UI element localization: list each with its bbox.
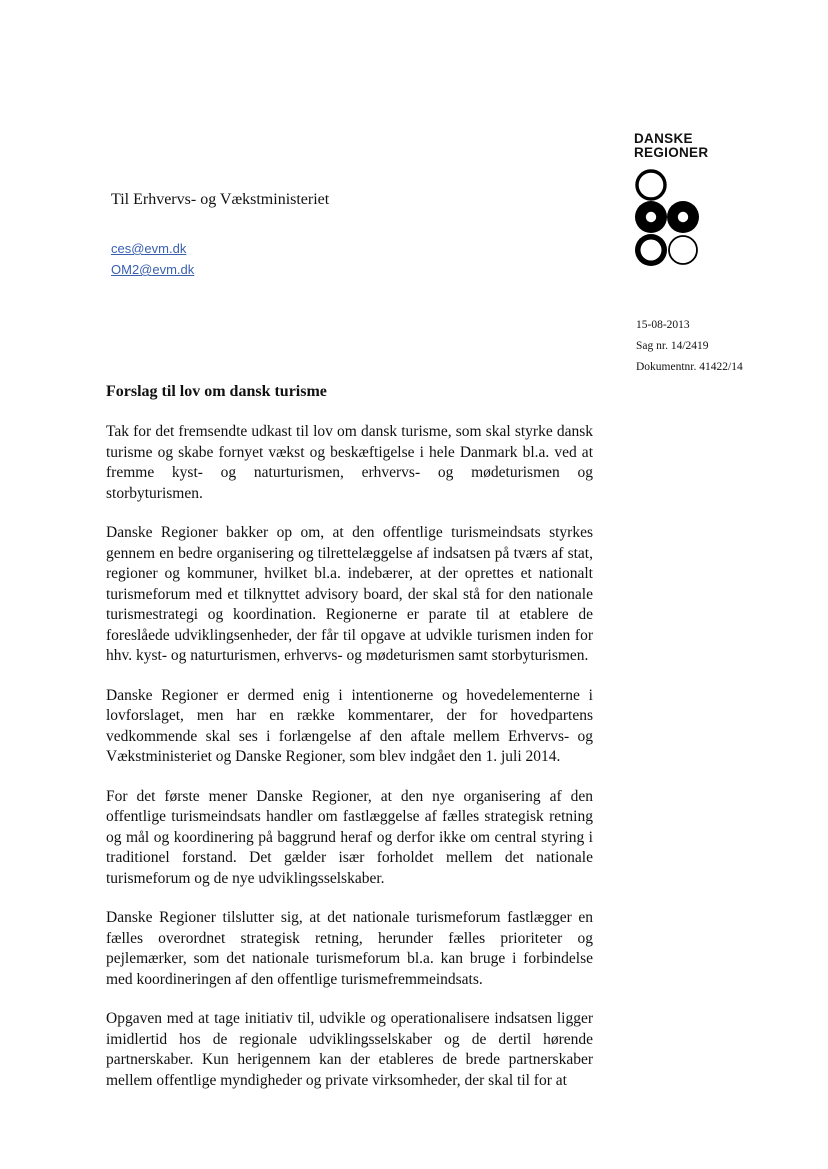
body-paragraph: Danske Regioner er dermed enig i intentionerne og hovedelementerne i lovforslaget, men har en række kommentarer, der for hovedpartens vedkommende skal ses i forlængelse af den aftale mellem Erhvervs- og Vækstministeriet og Danske Regioner, som blev indgået den 1. juli 2014. (106, 686, 593, 765)
body-paragraph: Opgaven med at tage initiativ til, udvikle og operationalisere indsatsen ligger imidlertid hos de regionale udviklingsselskaber og de dertil hørende partnerskaber. Kun herigennem kan der etableres de brede partnerskaber mellem offentlige myndigheder og private virksomheder, der skal til for at (106, 1010, 593, 1089)
document-number: Dokumentnr. 41422/14 (636, 361, 743, 373)
body-paragraph: Danske Regioner bakker op om, at den offentlige turismeindsats styrkes gennem en bedre organisering og tilrettelæggelse af indsatsen på tværs af stat, regioner og kommuner, hvilket bl.a. indebærer, at der oprettes et nationalt turismeforum med et tilknyttet advisory board, der skal stå for den nationale turismestrategi og koordination. Regionerne er parate til at etablere de foreslåede udviklingsenheder, der får til opgave at udvikle turismen inden for hhv. kyst- og naturturismen, erhvervs- og mødeturismen samt storbyturismen. (106, 524, 593, 664)
logo-wordmark-line2: REGIONER (634, 145, 709, 160)
letter-subject: Forslag til lov om dansk turisme (106, 383, 327, 400)
body-paragraph: Tak for det fremsendte udkast til lov om dansk turisme, som skal styrke dansk turisme og skabe fornyet vækst og beskæftigelse i hele Danmark bl.a. ved at fremme kyst- og naturturismen, erhvervs- og mødeturismen og storbyturismen. (106, 423, 593, 502)
logo-circles-icon (634, 168, 706, 270)
case-number: Sag nr. 14/2419 (636, 340, 709, 352)
body-paragraph: For det første mener Danske Regioner, at den nye organisering af den offentlige turismeindsats handler om fastlæggelse af fælles strategisk retning og mål og koordinering på baggrund heraf og derfor ikke om central styring i traditionel forstand. Det gælder især forholdet mellem det nationale turismeforum og de nye udviklingsselskaber. (106, 787, 593, 887)
email-link[interactable]: ces@evm.dk (111, 241, 187, 256)
recipient: Til Erhvervs- og Vækstministeriet (111, 191, 330, 208)
email-link[interactable]: OM2@evm.dk (111, 262, 195, 277)
document-meta (636, 315, 743, 378)
body-paragraph: Danske Regioner tilslutter sig, at det nationale turismeforum fastlægger en fælles overordnet strategisk retning, herunder fælles prioriteter og pejlemærker, som det nationale turismeforum bl.a. kan bruge i forbindelse med koordineringen af den offentlige turismefremmeindsats. (106, 909, 593, 988)
email-list (111, 238, 194, 280)
danske-regioner-logo (634, 132, 714, 270)
logo-wordmark-line1: DANSKE (634, 131, 693, 146)
document-date: 15-08-2013 (636, 319, 690, 331)
letter-body (106, 422, 593, 1110)
